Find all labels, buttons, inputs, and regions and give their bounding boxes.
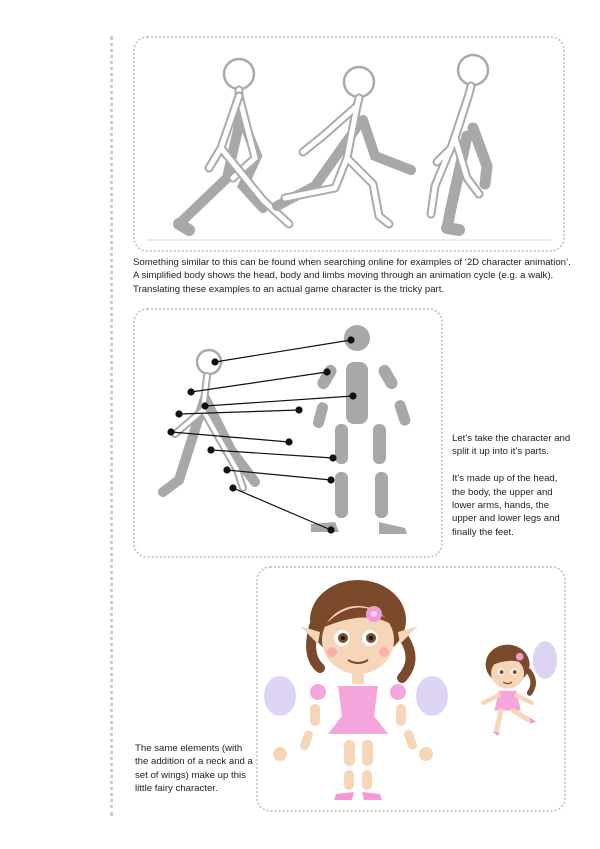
walk-cycle-figures-icon — [135, 38, 563, 250]
walk-cycle-caption: Something similar to this can be found when searching online for examples of ‘2D character animation’. A simplified body shows the head, body and limbs moving through an animation cycle (e.g. a walk). Translating these examples to an actual game character is the tricky part. — [133, 257, 571, 295]
body-parts-diagram-icon — [135, 310, 441, 556]
walk-figure-3 — [431, 55, 488, 230]
parts-list-text: It’s made up of the head, the body, the upper and lower arms, hands, the upper and lower legs and finally the feet. — [452, 473, 560, 538]
page-margin-line — [110, 36, 113, 816]
walk-cycle-panel — [133, 36, 565, 252]
fairy-caption: The same elements (with the addition of a neck and a set of wings) make up this little fairy character. — [135, 743, 253, 795]
body-parts-panel — [133, 308, 443, 558]
fairy-character-panel — [256, 566, 566, 812]
fairy-character-parts-icon — [258, 568, 564, 810]
walk-figure-2 — [277, 67, 411, 224]
fairy-assembled — [483, 641, 557, 736]
separated-parts — [311, 325, 412, 534]
body-parts-caption — [452, 432, 572, 539]
outline-figure — [163, 350, 255, 492]
parts-intro-text: Let’s take the character and split it up into it’s parts. — [452, 433, 571, 458]
fairy-separated-parts — [264, 580, 448, 800]
